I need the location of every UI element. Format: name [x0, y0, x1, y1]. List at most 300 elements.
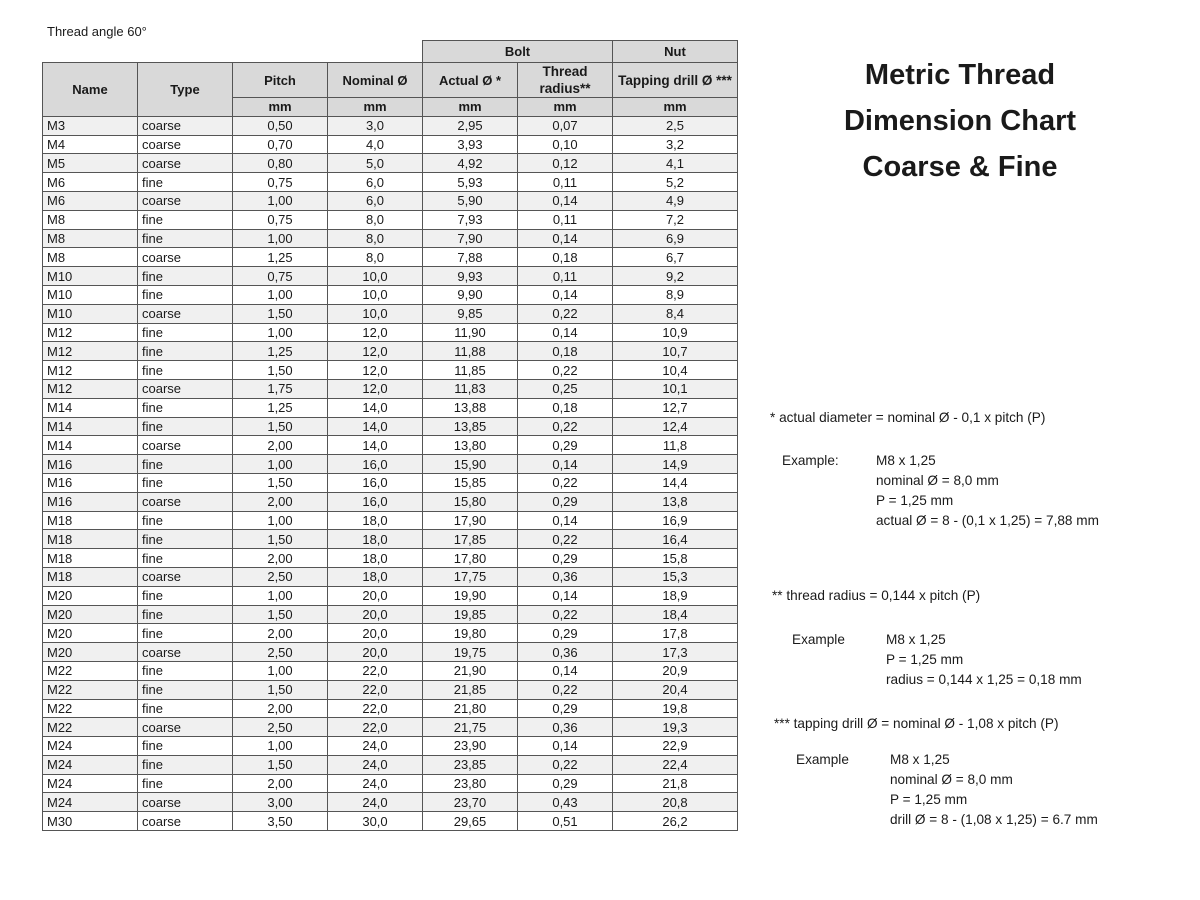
column-header-row [43, 63, 738, 98]
actual-cell: 17,80 [423, 549, 518, 568]
pitch-cell: 2,50 [233, 567, 328, 586]
type-cell: fine [138, 210, 233, 229]
name-cell: M12 [43, 323, 138, 342]
type-cell: coarse [138, 567, 233, 586]
actual-cell: 5,93 [423, 173, 518, 192]
tapping-cell: 18,9 [613, 586, 738, 605]
radius-example-line: P = 1,25 mm [886, 652, 964, 667]
nominal-cell: 14,0 [328, 417, 423, 436]
radius-cell: 0,10 [518, 135, 613, 154]
table-row [43, 624, 738, 643]
table-row [43, 398, 738, 417]
title-line: Coarse & Fine [862, 151, 1058, 183]
table-row [43, 191, 738, 210]
radius-cell: 0,22 [518, 530, 613, 549]
table-row [43, 567, 738, 586]
radius-cell: 0,22 [518, 304, 613, 323]
nominal-cell: 3,0 [328, 116, 423, 135]
actual-cell: 9,90 [423, 285, 518, 304]
tapping-cell: 12,7 [613, 398, 738, 417]
tapping-cell: 6,9 [613, 229, 738, 248]
actual-cell: 19,85 [423, 605, 518, 624]
actual-cell: 15,85 [423, 473, 518, 492]
name-cell: M14 [43, 417, 138, 436]
tapping-cell: 26,2 [613, 812, 738, 831]
pitch-cell: 2,00 [233, 492, 328, 511]
name-cell: M24 [43, 774, 138, 793]
tapping-cell: 12,4 [613, 417, 738, 436]
table-row [43, 699, 738, 718]
table-row [43, 737, 738, 756]
actual-cell: 13,85 [423, 417, 518, 436]
name-cell: M18 [43, 530, 138, 549]
type-cell: coarse [138, 135, 233, 154]
type-cell: coarse [138, 248, 233, 267]
table-row [43, 154, 738, 173]
name-cell: M4 [43, 135, 138, 154]
tapping-cell: 15,8 [613, 549, 738, 568]
pitch-cell: 1,25 [233, 342, 328, 361]
pitch-cell: 2,50 [233, 643, 328, 662]
unit-cell: mm [233, 98, 328, 117]
table-row [43, 680, 738, 699]
table-row [43, 116, 738, 135]
chart-title [800, 52, 1120, 190]
name-cell: M12 [43, 361, 138, 380]
tapping-example-line: drill Ø = 8 - (1,08 x 1,25) = 6.7 mm [890, 812, 1098, 827]
tapping-cell: 20,8 [613, 793, 738, 812]
type-cell: fine [138, 342, 233, 361]
radius-cell: 0,18 [518, 248, 613, 267]
name-cell: M24 [43, 793, 138, 812]
actual-cell: 29,65 [423, 812, 518, 831]
type-cell: fine [138, 774, 233, 793]
pitch-cell: 1,50 [233, 473, 328, 492]
tapping-cell: 17,3 [613, 643, 738, 662]
nominal-cell: 18,0 [328, 530, 423, 549]
actual-cell: 23,85 [423, 755, 518, 774]
table-row [43, 473, 738, 492]
radius-cell: 0,29 [518, 624, 613, 643]
pitch-cell: 2,00 [233, 549, 328, 568]
table-row [43, 586, 738, 605]
nominal-cell: 24,0 [328, 774, 423, 793]
actual-cell: 7,93 [423, 210, 518, 229]
nominal-cell: 10,0 [328, 267, 423, 286]
tapping-cell: 16,4 [613, 530, 738, 549]
nominal-cell: 16,0 [328, 492, 423, 511]
type-cell: fine [138, 173, 233, 192]
tapping-cell: 9,2 [613, 267, 738, 286]
table-row [43, 812, 738, 831]
actual-cell: 4,92 [423, 154, 518, 173]
radius-cell: 0,25 [518, 379, 613, 398]
pitch-cell: 0,50 [233, 116, 328, 135]
pitch-cell: 2,00 [233, 624, 328, 643]
name-cell: M20 [43, 605, 138, 624]
pitch-cell: 1,75 [233, 379, 328, 398]
radius-example-label: Example [792, 632, 845, 647]
type-column-header: Type [138, 63, 233, 117]
pitch-cell: 0,75 [233, 267, 328, 286]
actual-cell: 13,88 [423, 398, 518, 417]
nominal-cell: 22,0 [328, 699, 423, 718]
radius-example-line: M8 x 1,25 [886, 632, 946, 647]
name-cell: M30 [43, 812, 138, 831]
actual-cell: 11,83 [423, 379, 518, 398]
name-cell: M12 [43, 379, 138, 398]
thread-radius-column-header: Thread radius** [518, 63, 613, 98]
group-header-spacer [43, 41, 423, 63]
tapping-example-line: nominal Ø = 8,0 mm [890, 772, 1013, 787]
pitch-cell: 1,00 [233, 191, 328, 210]
radius-cell: 0,36 [518, 567, 613, 586]
name-cell: M22 [43, 661, 138, 680]
tapping-cell: 22,9 [613, 737, 738, 756]
actual-example-line: M8 x 1,25 [876, 453, 936, 468]
pitch-cell: 1,00 [233, 737, 328, 756]
radius-cell: 0,14 [518, 285, 613, 304]
pitch-cell: 1,25 [233, 398, 328, 417]
name-cell: M22 [43, 680, 138, 699]
tapping-cell: 10,9 [613, 323, 738, 342]
tapping-cell: 6,7 [613, 248, 738, 267]
nominal-cell: 12,0 [328, 361, 423, 380]
type-cell: fine [138, 417, 233, 436]
type-cell: coarse [138, 191, 233, 210]
pitch-cell: 1,00 [233, 586, 328, 605]
pitch-cell: 0,70 [233, 135, 328, 154]
type-cell: coarse [138, 492, 233, 511]
actual-cell: 7,88 [423, 248, 518, 267]
nut-group-header: Nut [613, 41, 738, 63]
type-cell: fine [138, 586, 233, 605]
pitch-cell: 0,75 [233, 173, 328, 192]
type-cell: fine [138, 398, 233, 417]
pitch-cell: 2,00 [233, 436, 328, 455]
tapping-cell: 14,4 [613, 473, 738, 492]
radius-cell: 0,22 [518, 755, 613, 774]
nominal-cell: 10,0 [328, 304, 423, 323]
name-cell: M16 [43, 492, 138, 511]
type-cell: fine [138, 229, 233, 248]
actual-cell: 7,90 [423, 229, 518, 248]
radius-cell: 0,14 [518, 229, 613, 248]
type-cell: coarse [138, 154, 233, 173]
pitch-cell: 1,00 [233, 285, 328, 304]
type-cell: fine [138, 661, 233, 680]
table-row [43, 774, 738, 793]
tapping-cell: 4,9 [613, 191, 738, 210]
actual-example-label: Example: [782, 453, 839, 468]
pitch-cell: 1,25 [233, 248, 328, 267]
actual-example-line: P = 1,25 mm [876, 493, 954, 508]
radius-cell: 0,22 [518, 473, 613, 492]
tapping-cell: 7,2 [613, 210, 738, 229]
pitch-cell: 1,00 [233, 511, 328, 530]
type-cell: fine [138, 530, 233, 549]
type-cell: coarse [138, 436, 233, 455]
nominal-cell: 20,0 [328, 605, 423, 624]
nominal-cell: 8,0 [328, 210, 423, 229]
pitch-cell: 1,00 [233, 661, 328, 680]
nominal-cell: 22,0 [328, 718, 423, 737]
actual-cell: 11,88 [423, 342, 518, 361]
nominal-cell: 14,0 [328, 436, 423, 455]
radius-cell: 0,14 [518, 323, 613, 342]
actual-cell: 3,93 [423, 135, 518, 154]
radius-cell: 0,14 [518, 737, 613, 756]
pitch-cell: 2,00 [233, 699, 328, 718]
name-cell: M8 [43, 210, 138, 229]
pitch-cell: 1,50 [233, 417, 328, 436]
pitch-cell: 1,50 [233, 680, 328, 699]
actual-cell: 17,75 [423, 567, 518, 586]
nominal-cell: 18,0 [328, 549, 423, 568]
tapping-cell: 13,8 [613, 492, 738, 511]
type-cell: fine [138, 511, 233, 530]
pitch-cell: 3,50 [233, 812, 328, 831]
name-cell: M14 [43, 436, 138, 455]
pitch-cell: 2,00 [233, 774, 328, 793]
nominal-cell: 10,0 [328, 285, 423, 304]
tapping-example-line: P = 1,25 mm [890, 792, 968, 807]
type-cell: coarse [138, 116, 233, 135]
table-row [43, 173, 738, 192]
radius-cell: 0,14 [518, 511, 613, 530]
tapping-example-line: M8 x 1,25 [890, 752, 950, 767]
name-cell: M10 [43, 285, 138, 304]
type-cell: fine [138, 699, 233, 718]
table-row [43, 455, 738, 474]
tapping-cell: 10,7 [613, 342, 738, 361]
actual-cell: 19,90 [423, 586, 518, 605]
thread-radius-formula: ** thread radius = 0,144 x pitch (P) [772, 588, 981, 603]
table-row [43, 323, 738, 342]
unit-cell: mm [613, 98, 738, 117]
tapping-cell: 8,9 [613, 285, 738, 304]
pitch-cell: 1,50 [233, 304, 328, 323]
type-cell: coarse [138, 643, 233, 662]
radius-example-line: radius = 0,144 x 1,25 = 0,18 mm [886, 672, 1082, 687]
table-row [43, 643, 738, 662]
radius-cell: 0,36 [518, 643, 613, 662]
type-cell: fine [138, 624, 233, 643]
radius-cell: 0,07 [518, 116, 613, 135]
pitch-column-header: Pitch [233, 63, 328, 98]
title-line: Dimension Chart [843, 105, 1077, 137]
pitch-cell: 0,75 [233, 210, 328, 229]
radius-cell: 0,22 [518, 680, 613, 699]
pitch-cell: 1,00 [233, 323, 328, 342]
table-row [43, 530, 738, 549]
nominal-cell: 12,0 [328, 379, 423, 398]
radius-cell: 0,43 [518, 793, 613, 812]
nominal-cell: 4,0 [328, 135, 423, 154]
actual-cell: 5,90 [423, 191, 518, 210]
actual-cell: 13,80 [423, 436, 518, 455]
unit-cell: mm [328, 98, 423, 117]
type-cell: fine [138, 267, 233, 286]
nominal-cell: 8,0 [328, 229, 423, 248]
name-cell: M10 [43, 267, 138, 286]
actual-cell: 9,85 [423, 304, 518, 323]
tapping-cell: 10,4 [613, 361, 738, 380]
table-row [43, 210, 738, 229]
name-cell: M12 [43, 342, 138, 361]
actual-cell: 23,70 [423, 793, 518, 812]
bolt-group-header: Bolt [423, 41, 613, 63]
name-cell: M8 [43, 229, 138, 248]
name-cell: M18 [43, 511, 138, 530]
nominal-cell: 12,0 [328, 323, 423, 342]
name-cell: M22 [43, 699, 138, 718]
pitch-cell: 1,00 [233, 229, 328, 248]
tapping-drill-column-header: Tapping drill Ø *** [613, 63, 738, 98]
name-cell: M6 [43, 191, 138, 210]
unit-cell: mm [423, 98, 518, 117]
radius-cell: 0,18 [518, 398, 613, 417]
name-cell: M3 [43, 116, 138, 135]
tapping-cell: 20,9 [613, 661, 738, 680]
actual-cell: 11,85 [423, 361, 518, 380]
actual-cell: 21,75 [423, 718, 518, 737]
nominal-cell: 8,0 [328, 248, 423, 267]
type-cell: fine [138, 755, 233, 774]
actual-cell: 2,95 [423, 116, 518, 135]
type-cell: fine [138, 737, 233, 756]
table-row [43, 379, 738, 398]
actual-example-line: actual Ø = 8 - (0,1 x 1,25) = 7,88 mm [876, 513, 1099, 528]
nominal-cell: 24,0 [328, 737, 423, 756]
radius-cell: 0,12 [518, 154, 613, 173]
tapping-drill-formula: *** tapping drill Ø = nominal Ø - 1,08 x pitch (P) [774, 716, 1059, 731]
type-cell: coarse [138, 793, 233, 812]
table-row [43, 285, 738, 304]
table-body [43, 116, 738, 830]
tapping-cell: 22,4 [613, 755, 738, 774]
nominal-cell: 18,0 [328, 511, 423, 530]
pitch-cell: 1,50 [233, 605, 328, 624]
type-cell: fine [138, 605, 233, 624]
table-row [43, 361, 738, 380]
pitch-cell: 3,00 [233, 793, 328, 812]
name-cell: M10 [43, 304, 138, 323]
name-cell: M16 [43, 473, 138, 492]
nominal-cell: 24,0 [328, 755, 423, 774]
actual-cell: 23,90 [423, 737, 518, 756]
actual-cell: 15,90 [423, 455, 518, 474]
actual-cell: 17,85 [423, 530, 518, 549]
radius-cell: 0,22 [518, 605, 613, 624]
type-cell: coarse [138, 304, 233, 323]
tapping-cell: 11,8 [613, 436, 738, 455]
type-cell: fine [138, 455, 233, 474]
type-cell: fine [138, 323, 233, 342]
tapping-cell: 10,1 [613, 379, 738, 398]
table-row [43, 755, 738, 774]
table-row [43, 248, 738, 267]
radius-cell: 0,22 [518, 417, 613, 436]
nominal-cell: 6,0 [328, 191, 423, 210]
actual-cell: 19,80 [423, 624, 518, 643]
pitch-cell: 1,50 [233, 361, 328, 380]
pitch-cell: 1,50 [233, 755, 328, 774]
type-cell: fine [138, 361, 233, 380]
name-cell: M6 [43, 173, 138, 192]
radius-cell: 0,29 [518, 492, 613, 511]
thread-angle-label: Thread angle 60° [47, 24, 147, 39]
name-cell: M14 [43, 398, 138, 417]
actual-column-header: Actual Ø * [423, 63, 518, 98]
pitch-cell: 0,80 [233, 154, 328, 173]
tapping-cell: 14,9 [613, 455, 738, 474]
nominal-cell: 20,0 [328, 643, 423, 662]
radius-cell: 0,11 [518, 173, 613, 192]
pitch-cell: 2,50 [233, 718, 328, 737]
actual-cell: 15,80 [423, 492, 518, 511]
name-cell: M20 [43, 586, 138, 605]
name-cell: M18 [43, 549, 138, 568]
table-row [43, 267, 738, 286]
radius-cell: 0,29 [518, 436, 613, 455]
nominal-cell: 22,0 [328, 680, 423, 699]
name-cell: M24 [43, 755, 138, 774]
tapping-cell: 5,2 [613, 173, 738, 192]
type-cell: coarse [138, 379, 233, 398]
radius-cell: 0,14 [518, 455, 613, 474]
radius-cell: 0,22 [518, 361, 613, 380]
actual-cell: 9,93 [423, 267, 518, 286]
radius-cell: 0,14 [518, 586, 613, 605]
tapping-cell: 2,5 [613, 116, 738, 135]
unit-cell: mm [518, 98, 613, 117]
tapping-cell: 19,3 [613, 718, 738, 737]
name-cell: M20 [43, 643, 138, 662]
name-cell: M5 [43, 154, 138, 173]
nominal-cell: 24,0 [328, 793, 423, 812]
name-cell: M16 [43, 455, 138, 474]
nominal-cell: 16,0 [328, 473, 423, 492]
tapping-cell: 19,8 [613, 699, 738, 718]
actual-cell: 21,90 [423, 661, 518, 680]
actual-cell: 21,80 [423, 699, 518, 718]
pitch-cell: 1,00 [233, 455, 328, 474]
radius-cell: 0,29 [518, 774, 613, 793]
actual-cell: 17,90 [423, 511, 518, 530]
table-row [43, 793, 738, 812]
nominal-cell: 12,0 [328, 342, 423, 361]
tapping-cell: 15,3 [613, 567, 738, 586]
table-row [43, 605, 738, 624]
type-cell: fine [138, 473, 233, 492]
radius-cell: 0,51 [518, 812, 613, 831]
title-line: Metric Thread [864, 59, 1056, 91]
table-row [43, 492, 738, 511]
tapping-cell: 18,4 [613, 605, 738, 624]
nominal-cell: 22,0 [328, 661, 423, 680]
tapping-cell: 21,8 [613, 774, 738, 793]
actual-cell: 21,85 [423, 680, 518, 699]
name-cell: M18 [43, 567, 138, 586]
name-cell: M24 [43, 737, 138, 756]
type-cell: coarse [138, 812, 233, 831]
radius-cell: 0,36 [518, 718, 613, 737]
actual-cell: 19,75 [423, 643, 518, 662]
nominal-cell: 16,0 [328, 455, 423, 474]
radius-cell: 0,29 [518, 549, 613, 568]
name-column-header: Name [43, 63, 138, 117]
